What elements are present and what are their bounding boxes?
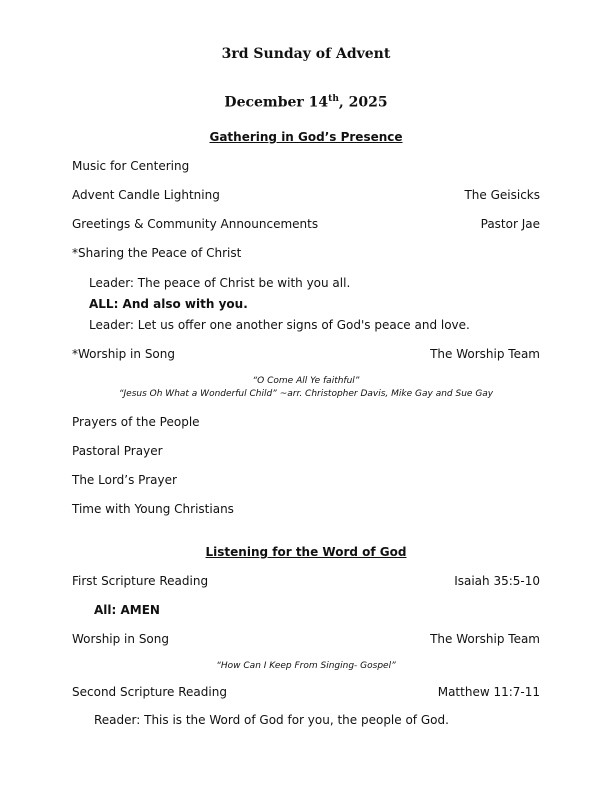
sharing-peace	[72, 246, 540, 260]
worship-song-row-2	[72, 632, 540, 646]
item-leader: The Worship Team	[430, 347, 540, 361]
item-label: First Scripture Reading	[72, 574, 209, 588]
item-label: Worship in Song	[72, 632, 169, 646]
date-prefix: December 14	[224, 94, 329, 111]
song-title-3: “How Can I Keep From Singing- Gospel”	[216, 661, 396, 671]
song-title-1: “O Come All Ye faithful”	[252, 376, 360, 386]
leader-line-1: Leader: The peace of Christ be with you all.	[89, 276, 351, 290]
lords-prayer	[72, 473, 540, 487]
prayers-of-the-people	[72, 415, 540, 429]
scripture-ref: Isaiah 35:5-10	[454, 574, 540, 588]
item-label: Greetings & Community Announcements	[72, 217, 319, 231]
song-title-2: “Jesus Oh What a Wonderful Child” ~arr. Christopher Davis, Mike Gay and Sue Gay	[118, 389, 494, 399]
worship-song-row	[72, 347, 540, 361]
music-for-centering	[72, 159, 540, 173]
leader-line-2: Leader: Let us offer one another signs of God's peace and love.	[89, 318, 470, 332]
all-response: ALL: And also with you.	[89, 297, 248, 311]
date-sup: th	[328, 94, 339, 104]
scripture-ref: Matthew 11:7-11	[437, 685, 540, 699]
first-scripture-row	[72, 574, 540, 588]
item-label: Pastoral Prayer	[72, 444, 163, 458]
item-label: Music for Centering	[72, 159, 190, 173]
item-leader: The Worship Team	[430, 632, 540, 646]
item-label: Advent Candle Lightning	[72, 188, 220, 202]
item-label: *Sharing the Peace of Christ	[72, 246, 242, 260]
service-date	[0, 94, 612, 111]
date-suffix: , 2025	[338, 94, 388, 111]
item-label: Prayers of the People	[72, 415, 200, 429]
service-title: 3rd Sunday of Advent	[221, 46, 391, 62]
item-label: Second Scripture Reading	[72, 685, 227, 699]
second-scripture-row	[72, 685, 540, 699]
item-label: *Worship in Song	[72, 347, 175, 361]
greetings-row	[72, 217, 540, 231]
section-heading-gathering: Gathering in God’s Presence	[209, 130, 403, 144]
item-leader: The Geisicks	[464, 188, 540, 202]
time-with-young-christians	[72, 502, 540, 516]
section-heading-listening: Listening for the Word of God	[205, 545, 407, 559]
reader-line: Reader: This is the Word of God for you, the people of God.	[94, 713, 449, 727]
pastoral-prayer	[72, 444, 540, 458]
item-label: The Lord’s Prayer	[72, 473, 177, 487]
amen-response: All: AMEN	[94, 603, 160, 617]
item-leader: Pastor Jae	[480, 217, 540, 231]
advent-candle-row	[72, 188, 540, 202]
item-label: Time with Young Christians	[72, 502, 234, 516]
